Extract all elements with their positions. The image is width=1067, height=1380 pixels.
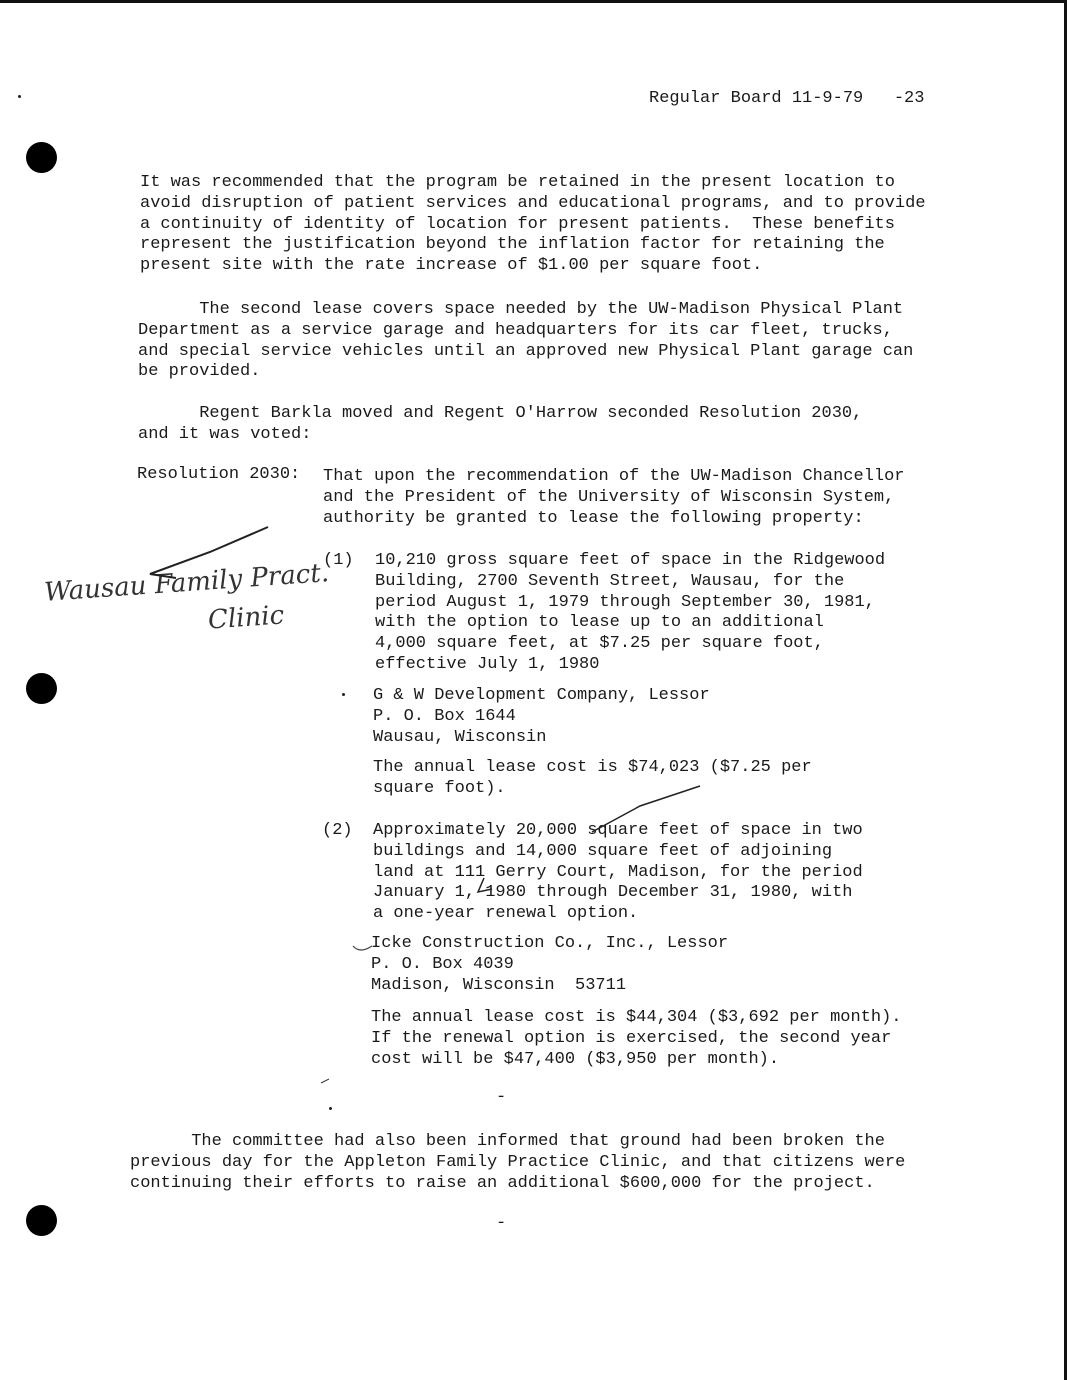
date-mark [478,878,492,892]
paragraph-appleton-clinic: The committee had also been informed that ground had been broken the previous day for the Appleton Family Practice Clinic, and that citizens were continuing their efforts to raise an additional $600,000 for the project. [130,1132,906,1193]
dash-middle: - [496,1088,507,1107]
item-2-description: Approximately 20,000 square feet of space in two buildings and 14,000 square feet of adjoining land at 111 Gerry Court, Madison, for the period January 1, 1980 through December 31, 1980, with a one-year renewal option. [373,821,863,924]
item-2-cost: The annual lease cost is $44,304 ($3,692 per month). If the renewal option is exercised, the second year cost will be $47,400 ($3,950 per month). [371,1008,902,1069]
check-mark-item-2 [592,786,700,832]
handwritten-note-line2: Clinic [207,600,286,636]
item-2-number: (2) [322,821,353,840]
handwritten-note-line1: Wausau Family Pract. [43,558,330,608]
item-1-number: (1) [323,551,354,570]
dash-bottom: - [496,1214,507,1233]
page-header: Regular Board 11-9-79 -23 [649,89,925,108]
resolution-text: That upon the recommendation of the UW-Madison Chancellor and the President of the University of Wisconsin System, authority be granted to lease the following property: [323,467,905,528]
item-1-cost: The annual lease cost is $74,023 ($7.25 per square foot). [373,758,812,798]
paragraph-retain-location: It was recommended that the program be retained in the present location to avoid disruption of patient services and educational programs, and to provide a continuity of identity of location for present patients. These benefits represent the justification beyond the inflation factor for retaining the present site with the rate increase of $1.00 per square foot. [140,173,926,276]
tick-mark-lessor [353,946,372,950]
paragraph-motion: Regent Barkla moved and Regent O'Harrow seconded Resolution 2030, and it was voted: [138,404,863,444]
stray-mark [321,1079,329,1083]
item-1-lessor: G & W Development Company, Lessor P. O. Box 1644 Wausau, Wisconsin [373,686,710,747]
item-2-lessor: Icke Construction Co., Inc., Lessor P. O. Box 4039 Madison, Wisconsin 53711 [371,934,729,995]
check-mark-item-1 [150,527,268,578]
paragraph-second-lease: The second lease covers space needed by the UW-Madison Physical Plant Department as a service garage and headquarters for its car fleet, trucks, and special service vehicles until an approved new Physical Plant garage can be provided. [138,300,914,382]
item-1-description: 10,210 gross square feet of space in the Ridgewood Building, 2700 Seventh Street, Wausau, for the period August 1, 1979 through September 30, 1981, with the option to lease up to an additional 4,000 square feet, at $7.25 per square foot, effective July 1, 1980 [375,551,886,674]
resolution-label: Resolution 2030: [137,465,301,484]
